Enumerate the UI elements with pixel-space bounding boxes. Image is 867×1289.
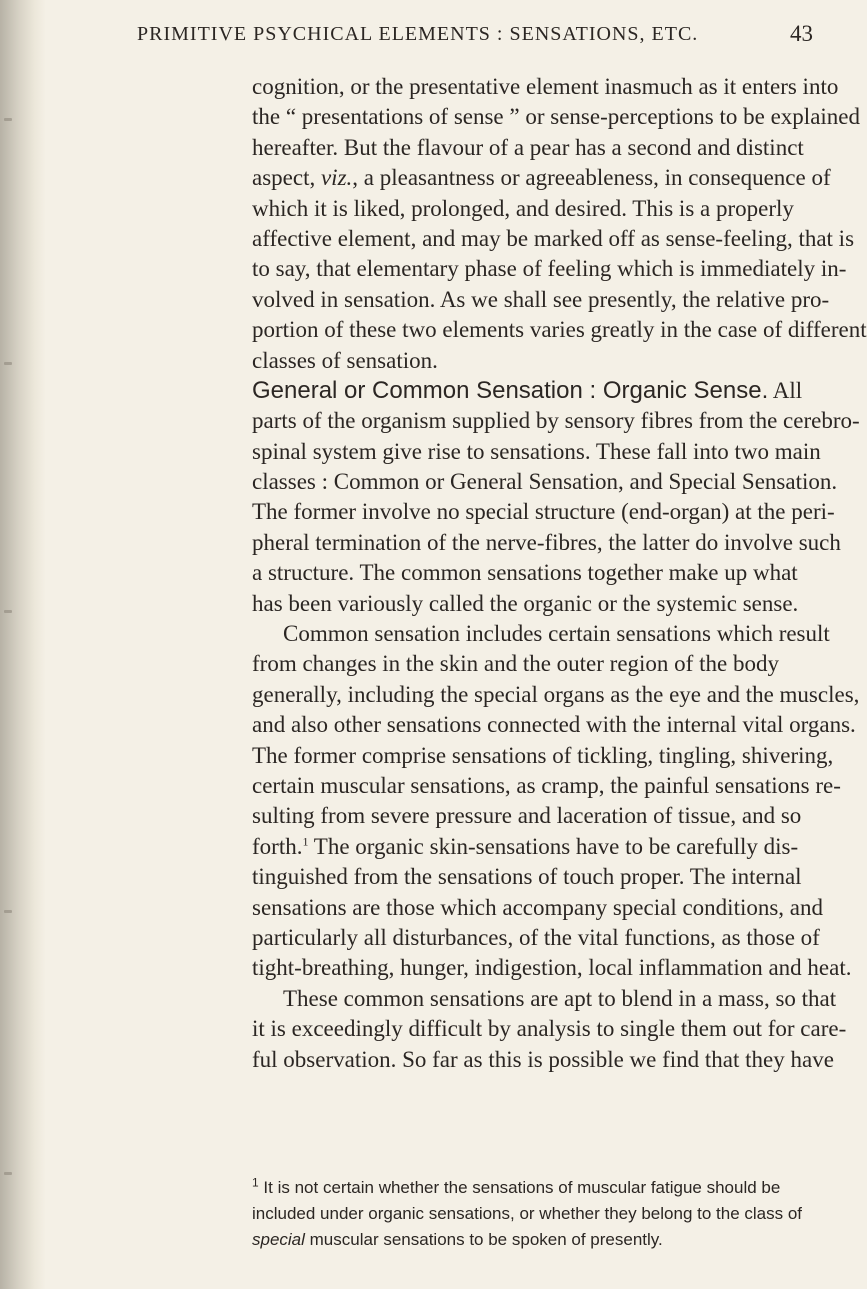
binding-speck	[4, 362, 12, 365]
text-line: has been variously called the organic or the systemic sense.	[252, 590, 799, 616]
text-line: parts of the organism supplied by sensory fibres from the cerebro-	[252, 408, 860, 434]
footnote-line	[252, 1175, 781, 1201]
section-heading: General or Common Sensation : Organic Sense.	[252, 376, 769, 404]
italic-term: special	[252, 1230, 305, 1249]
running-title: PRIMITIVE PSYCHICAL ELEMENTS : SENSATIONS, ETC.	[137, 23, 699, 45]
text-line: volved in sensation. As we shall see presently, the relative pro-	[252, 286, 830, 312]
footnote-line: included under organic sensations, or whether they belong to the class of	[252, 1204, 803, 1223]
text-segment: aspect,	[252, 165, 321, 191]
text-line: classes of sensation.	[252, 347, 438, 373]
text-line: tinguished from the sensations of touch proper. The internal	[252, 864, 802, 890]
text-line: cognition, or the presentative element inasmuch as it enters into	[252, 74, 839, 99]
text-line	[252, 163, 831, 193]
footnote-area	[252, 1175, 803, 1253]
binding-speck	[4, 610, 12, 613]
text-line: sensations are those which accompany special conditions, and	[252, 894, 824, 920]
text-line: hereafter. But the flavour of a pear has a second and distinct	[252, 134, 804, 160]
italic-term: viz.	[320, 165, 353, 191]
text-line: tight-breathing, hunger, indigestion, local inflammation and heat.	[252, 955, 852, 981]
text-line: portion of these two elements varies greatly in the case of different	[252, 317, 867, 343]
text-line: spinal system give rise to sensations. These fall into two main	[252, 438, 821, 464]
text-line: The former involve no special structure (end-organ) at the peri-	[252, 499, 835, 525]
text-line: affective element, and may be marked off as sense-feeling, that is	[252, 225, 855, 251]
running-head	[137, 23, 817, 51]
text-line: These common sensations are apt to blend in a mass, so that	[283, 985, 837, 1011]
binding-speck	[4, 118, 12, 121]
text-line	[252, 832, 799, 862]
page-number: 43	[790, 21, 813, 46]
binding-speck	[4, 1172, 12, 1175]
text-line: sulting from severe pressure and laceration of tissue, and so	[252, 803, 802, 829]
body-text	[252, 72, 867, 1075]
text-segment: The organic skin-sensations have to be carefully dis-	[308, 833, 799, 859]
text-segment: All	[768, 377, 803, 403]
text-line: Common sensation includes certain sensations which result	[283, 621, 830, 647]
footnote-text: muscular sensations to be spoken of presently.	[304, 1230, 663, 1249]
text-line: The former comprise sensations of tickling, tingling, shivering,	[252, 742, 834, 768]
text-line: and also other sensations connected with the internal vital organs.	[252, 712, 856, 738]
text-segment: forth.	[252, 833, 303, 859]
text-line: generally, including the special organs as the eye and the muscles,	[252, 681, 860, 707]
text-line: ful observation. So far as this is possible we find that they have	[252, 1046, 834, 1072]
footnote-text: It is not certain whether the sensations of muscular fatigue should be	[263, 1178, 781, 1197]
text-line: from changes in the skin and the outer region of the body	[252, 651, 779, 677]
text-line: classes : Common or General Sensation, and Special Sensation.	[252, 469, 838, 495]
text-line: certain muscular sensations, as cramp, the painful sensations re-	[252, 772, 841, 798]
section-heading-line	[252, 376, 803, 406]
text-line: to say, that elementary phase of feeling which is immediately in-	[252, 256, 847, 282]
text-line: which it is liked, prolonged, and desired. This is a properly	[252, 195, 794, 221]
footnote-marker: 1	[302, 834, 309, 849]
binding-speck	[4, 910, 12, 913]
footnote-number: 1	[252, 1175, 259, 1190]
text-line: it is exceedingly difficult by analysis to single them out for care-	[252, 1016, 847, 1042]
footnote-line	[252, 1227, 772, 1253]
text-segment: , a pleasantness or agreeableness, in consequence of	[352, 165, 831, 191]
text-line: particularly all disturbances, of the vital functions, as those of	[252, 924, 820, 950]
text-line: the “ presentations of sense ” or sense-perceptions to be explained	[252, 104, 861, 130]
text-line: pheral termination of the nerve-fibres, the latter do involve such	[252, 529, 841, 555]
text-line: a structure. The common sensations together make up what	[252, 560, 798, 586]
